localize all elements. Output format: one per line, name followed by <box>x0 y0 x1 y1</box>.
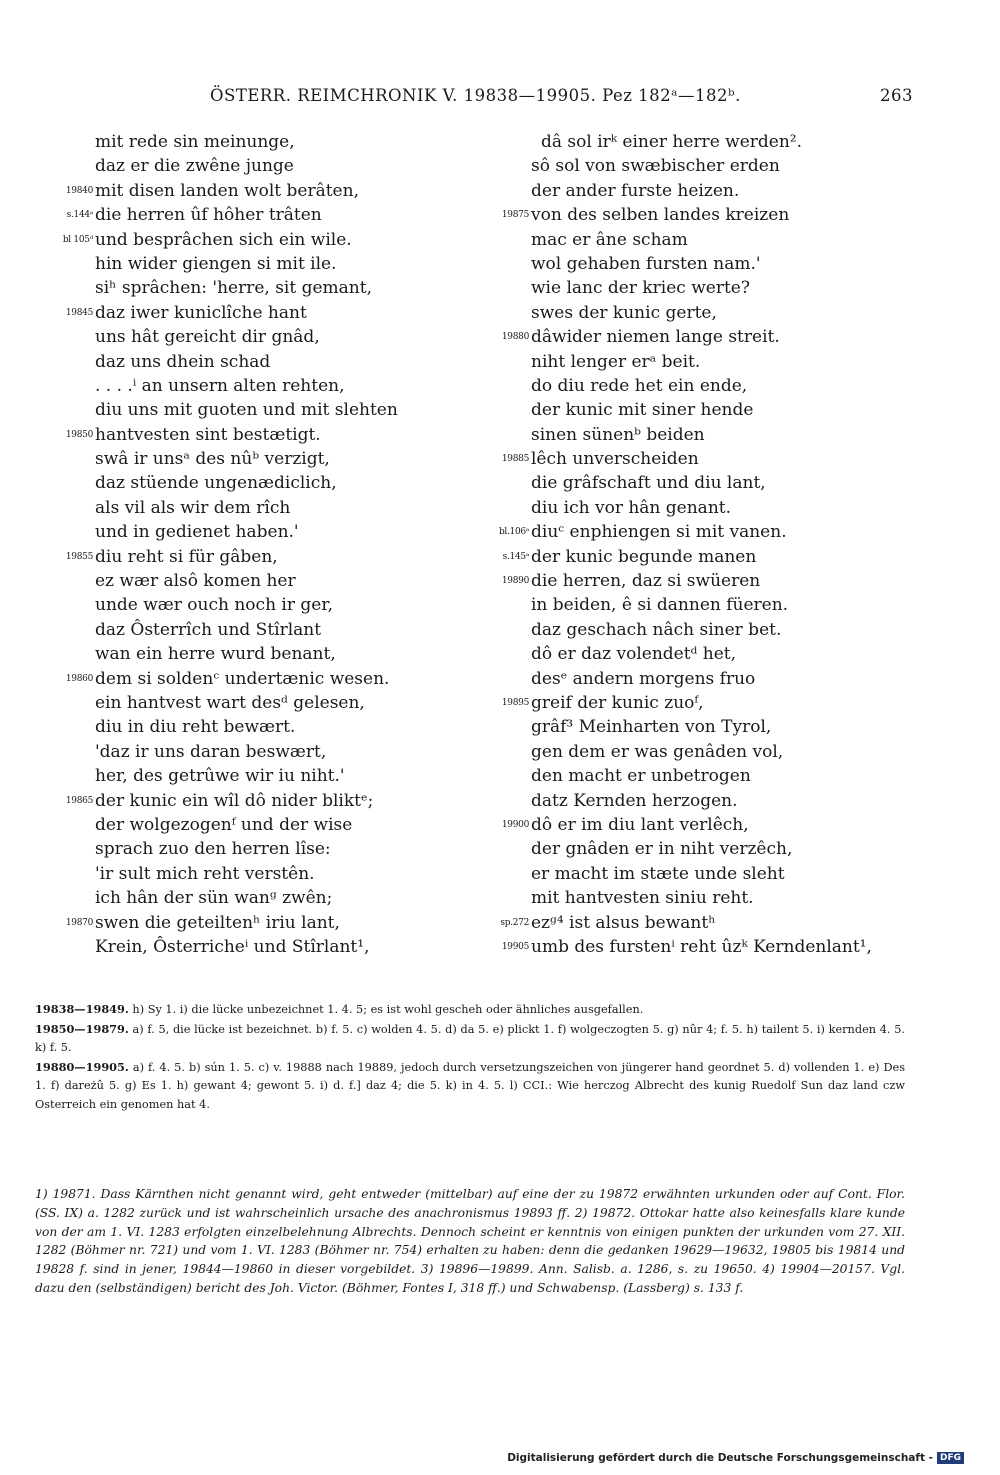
verse-line <box>95 618 495 642</box>
verse-line <box>531 715 971 739</box>
verse-text: 'daz ir uns daran beswært, <box>95 741 327 762</box>
line-number: 19865 <box>65 795 93 806</box>
footnotes <box>35 1185 905 1298</box>
line-number: 19850 <box>65 429 93 440</box>
verse-line <box>501 813 971 837</box>
verse-text: unde wær ouch noch ir ger, <box>95 595 333 616</box>
verse-line <box>501 447 971 471</box>
verse-text: die herren ûf hôher trâten <box>95 205 322 226</box>
verse-line <box>95 862 495 886</box>
verse-text: dem si soldenᶜ undertænic wesen. <box>95 668 390 689</box>
verse-text: datz Kernden herzogen. <box>531 790 738 811</box>
line-number: 19870 <box>65 917 93 928</box>
verse-line <box>498 520 971 544</box>
verse-text: mac er âne scham <box>531 229 688 250</box>
verse-text: uns hât gereicht dir gnâd, <box>95 327 320 348</box>
critical-apparatus <box>35 1000 905 1114</box>
verse-text: daz er die zwêne junge <box>95 156 294 177</box>
verse-column-left <box>62 130 495 959</box>
verse-line <box>502 545 971 569</box>
verse-line <box>531 228 971 252</box>
credit-text: Digitalisierung gefördert durch die Deutsche Forschungsgemeinschaft - <box>507 1452 933 1464</box>
verse-text: dô er daz volendetᵈ het, <box>531 644 736 665</box>
verse-text: swes der kunic gerte, <box>531 302 717 323</box>
verse-column-right <box>498 130 971 959</box>
verse-text: die herren, daz si swüeren <box>531 571 761 592</box>
verse-line <box>531 837 971 861</box>
verse-line <box>531 789 971 813</box>
line-number: bl.106ᵃ <box>498 527 529 538</box>
verse-line <box>95 154 495 178</box>
verse-text: mit rede sin meinunge, <box>95 132 295 152</box>
verse-line <box>531 301 971 325</box>
verse-line <box>531 593 971 617</box>
verse-line <box>66 203 495 227</box>
apparatus-text: h) Sy 1. i) die lücke unbezeichnet 1. 4. 5; es ist wohl gescheh oder ähnliches ausgefallen. <box>128 1003 644 1016</box>
verse-text: und in gedienet haben.' <box>95 522 299 543</box>
verse-line <box>531 179 971 203</box>
verse-line <box>95 813 495 837</box>
verse-line <box>95 764 495 788</box>
verse-text: swen die geteiltenʰ iriu lant, <box>95 912 340 933</box>
verse-line <box>95 374 495 398</box>
verse-text: der kunic begunde manen <box>531 546 757 567</box>
verse-text: von des selben landes kreizen <box>531 205 790 226</box>
running-header <box>210 86 913 105</box>
verse-line <box>95 593 495 617</box>
verse-text: swâ ir unsᵃ des nûᵇ verzigt, <box>95 449 330 470</box>
verse-line <box>531 862 971 886</box>
line-number: bl 105ᵈ <box>62 234 93 245</box>
apparatus-range: 19838—19849. <box>35 1002 129 1016</box>
verse-text: der wolgezogenᶠ und der wise <box>95 814 353 835</box>
verse-text: ez wær alsô komen her <box>95 571 296 592</box>
line-number: 19885 <box>501 454 529 465</box>
verse-line <box>501 935 971 959</box>
verse-text: desᵉ andern morgens fruo <box>531 668 756 689</box>
line-number: 19905 <box>501 941 529 952</box>
verse-line <box>531 130 971 154</box>
verse-line <box>531 886 971 910</box>
line-number: 19900 <box>501 819 529 830</box>
apparatus-entry <box>35 1000 905 1020</box>
verse-line <box>531 618 971 642</box>
line-number: s.145ᵃ <box>502 551 529 562</box>
verse-text: sô sol von swæbischer erden <box>531 156 780 177</box>
verse-text: daz uns dhein schad <box>95 351 271 372</box>
line-number: 19890 <box>501 576 529 587</box>
verse-line <box>95 837 495 861</box>
apparatus-entry <box>35 1058 905 1115</box>
verse-text: und besprâchen sich ein wile. <box>95 229 352 250</box>
verse-line <box>65 789 495 813</box>
verse-line <box>531 740 971 764</box>
verse-line <box>95 642 495 666</box>
verse-text: grâf³ Meinharten von Tyrol, <box>531 717 772 738</box>
line-number: 19895 <box>501 697 529 708</box>
verse-text: gen dem er was genâden vol, <box>531 741 784 762</box>
verse-line <box>95 325 495 349</box>
line-number: 19860 <box>65 673 93 684</box>
verse-line <box>531 374 971 398</box>
verse-text: wol gehaben fursten nam.' <box>531 253 761 274</box>
verse-line <box>531 471 971 495</box>
verse-text: mit disen landen wolt berâten, <box>95 180 359 201</box>
verse-text: in beiden, ê si dannen füeren. <box>531 595 789 616</box>
verse-line <box>531 642 971 666</box>
verse-line <box>95 471 495 495</box>
verse-line <box>531 667 971 691</box>
apparatus-range: 19880—19905. <box>35 1059 129 1074</box>
line-number: 19845 <box>65 307 93 318</box>
verse-text: greif der kunic zuoᶠ, <box>531 692 704 713</box>
verse-text: wan ein herre wurd benant, <box>95 644 336 665</box>
verse-text: Krein, Ôsterricheⁱ und Stîrlant¹, <box>95 936 370 957</box>
verse-text: diu ich vor hân genant. <box>531 497 731 518</box>
verse-text: diuᶜ enphiengen si mit vanen. <box>531 522 787 543</box>
verse-text: den macht er unbetrogen <box>531 766 751 787</box>
verse-line <box>95 740 495 764</box>
verse-line <box>95 569 495 593</box>
verse-text: niht lenger erᵃ beit. <box>531 351 701 372</box>
verse-text: hin wider giengen si mit ile. <box>95 253 337 274</box>
verse-text: die grâfschaft und diu lant, <box>531 473 766 494</box>
verse-text: daz Ôsterrîch und Stîrlant <box>95 619 322 640</box>
line-number: 19840 <box>65 185 93 196</box>
verse-text: do diu rede het ein ende, <box>531 375 748 396</box>
verse-line <box>95 715 495 739</box>
page-number: 263 <box>880 86 913 105</box>
verse-text: dâ sol irᵏ einer herre werden². <box>541 132 803 152</box>
verse-text: diu in diu reht bewært. <box>95 717 296 738</box>
dfg-logo: DFG <box>937 1452 964 1464</box>
verse-line <box>531 276 971 300</box>
verse-text: wie lanc der kriec werte? <box>531 278 750 299</box>
apparatus-text: a) f. 4. 5. b) sún 1. 5. c) v. 19888 nach 19889, jedoch durch versetzungszeichen von jüngerer hand geordnet 5. d) vollenden 1. e) Des 1. f) dareżû 5. g) Es 1. h) gewant 4; gewont 5. i) d. f.] daz 4; die 5. k) in 4. 5. l) CCI.: Wie herczog Albrecht des kunig Ruedolf Sun daz land czw Osterreich ein genomen hat 4. <box>35 1060 905 1111</box>
verse-text: daz stüende ungenædiclich, <box>95 473 337 494</box>
verse-line <box>531 252 971 276</box>
header-title: ÖSTERR. REIMCHRONIK V. 19838—19905. Pez 182ᵃ—182ᵇ. <box>210 86 741 105</box>
verse-line <box>95 350 495 374</box>
verse-line <box>95 520 495 544</box>
verse-line <box>500 911 971 935</box>
verse-line <box>95 691 495 715</box>
verse-line <box>95 886 495 910</box>
verse-line <box>65 911 495 935</box>
verse-text: daz iwer kuniclîche hant <box>95 302 307 323</box>
verse-text: . . . .ⁱ an unsern alten rehten, <box>95 375 345 396</box>
verse-text: diu uns mit guoten und mit slehten <box>95 400 398 421</box>
verse-text: diu reht si für gâben, <box>95 546 278 567</box>
line-number: 19875 <box>501 210 529 221</box>
apparatus-entry <box>35 1020 905 1058</box>
verse-text: dô er im diu lant verlêch, <box>531 814 749 835</box>
footnote-text: 1) 19871. Dass Kärnthen nicht genannt wird, geht entweder (mittelbar) auf eine der zu 19872 erwähnten urkunden oder auf Cont. Flor. (SS. IX) a. 1282 zurück und ist wahrscheinlich ursache des anachronismus 19893 ff. 2) 19872. Ottokar hatte also keinesfalls klare kunde von der am 1. VI. 1283 erfolgten einzelbelehnung Albrechts. Dennoch scheint er kenntnis von einigen punkten der urkunden vom 27. XII. 1282 (Böhmer nr. 721) und vom 1. VI. 1283 (Böhmer nr. 754) erhalten zu haben: denn die gedanken 19629—19632, 19805 bis 19814 und 19828 f. sind in jener, 19844—19860 in dieser vorgebildet. 3) 19896—19899. Ann. Salisb. a. 1286, s. zu 19650. 4) 19904—20157. Vgl. dazu den (selbständigen) bericht des Joh. Victor. (Böhmer, Fontes I, 318 ff.) und Schwabensp. (Lassberg) s. 133 f. <box>35 1187 905 1295</box>
verse-text: als vil als wir dem rîch <box>95 497 291 518</box>
verse-line <box>65 179 495 203</box>
verse-line <box>62 228 495 252</box>
verse-line <box>531 350 971 374</box>
line-number: 19880 <box>501 332 529 343</box>
verse-text: lêch unverscheiden <box>531 449 699 470</box>
line-number: 19855 <box>65 551 93 562</box>
verse-text: sprach zuo den herren lîse: <box>95 839 331 860</box>
verse-text: daz geschach nâch siner bet. <box>531 619 782 640</box>
verse-line <box>95 447 495 471</box>
line-number: s.144ᵃ <box>66 210 93 221</box>
verse-text: er macht im stæte unde sleht <box>531 863 785 884</box>
verse-line <box>95 252 495 276</box>
verse-text: siʰ sprâchen: 'herre, sit gemant, <box>95 278 372 299</box>
verse-text: umb des furstenⁱ reht ûzᵏ Kerndenlant¹, <box>531 936 872 957</box>
verse-line <box>501 203 971 227</box>
verse-text: der kunic ein wîl dô nider bliktᵉ; <box>95 790 374 811</box>
verse-text: dâwider niemen lange streit. <box>531 327 780 348</box>
verse-line <box>95 935 495 959</box>
verse-line <box>501 325 971 349</box>
verse-text: ein hantvest wart desᵈ gelesen, <box>95 692 365 713</box>
apparatus-range: 19850—19879. <box>35 1021 129 1036</box>
verse-text: ich hân der sün wanᵍ zwên; <box>95 888 333 909</box>
verse-text: mit hantvesten siniu reht. <box>531 888 754 909</box>
verse-line <box>95 496 495 520</box>
verse-text: her, des getrûwe wir iu niht.' <box>95 766 345 787</box>
verse-line <box>531 423 971 447</box>
verse-line <box>531 398 971 422</box>
verse-line <box>95 276 495 300</box>
verse-text: der ander furste heizen. <box>531 180 740 201</box>
verse-line <box>65 667 495 691</box>
verse-text: hantvesten sint bestætigt. <box>95 424 321 445</box>
verse-line <box>65 301 495 325</box>
verse-line <box>501 569 971 593</box>
verse-text: 'ir sult mich reht verstên. <box>95 863 315 884</box>
verse-line <box>95 398 495 422</box>
apparatus-text: a) f. 5, die lücke ist bezeichnet. b) f. 5. c) wolden 4. 5. d) da 5. e) plickt 1. f) wolgeczogten 5. g) nûr 4; f. 5. h) tailent 5. i) kernden 4. 5. k) f. 5. <box>35 1022 905 1054</box>
verse-line <box>65 423 495 447</box>
verse-line <box>531 154 971 178</box>
verse-text: sinen sünenᵇ beiden <box>531 424 705 445</box>
verse-line <box>65 545 495 569</box>
digitization-credit <box>507 1452 964 1464</box>
verse-line <box>531 764 971 788</box>
verse-text: ezᵍ⁴ ist alsus bewantʰ <box>531 912 716 933</box>
verse-line <box>501 691 971 715</box>
line-number: sp.272 <box>500 917 529 928</box>
verse-line <box>95 130 495 154</box>
verse-line <box>531 496 971 520</box>
verse-text: der kunic mit siner hende <box>531 400 754 421</box>
verse-text: der gnâden er in niht verzêch, <box>531 839 793 860</box>
